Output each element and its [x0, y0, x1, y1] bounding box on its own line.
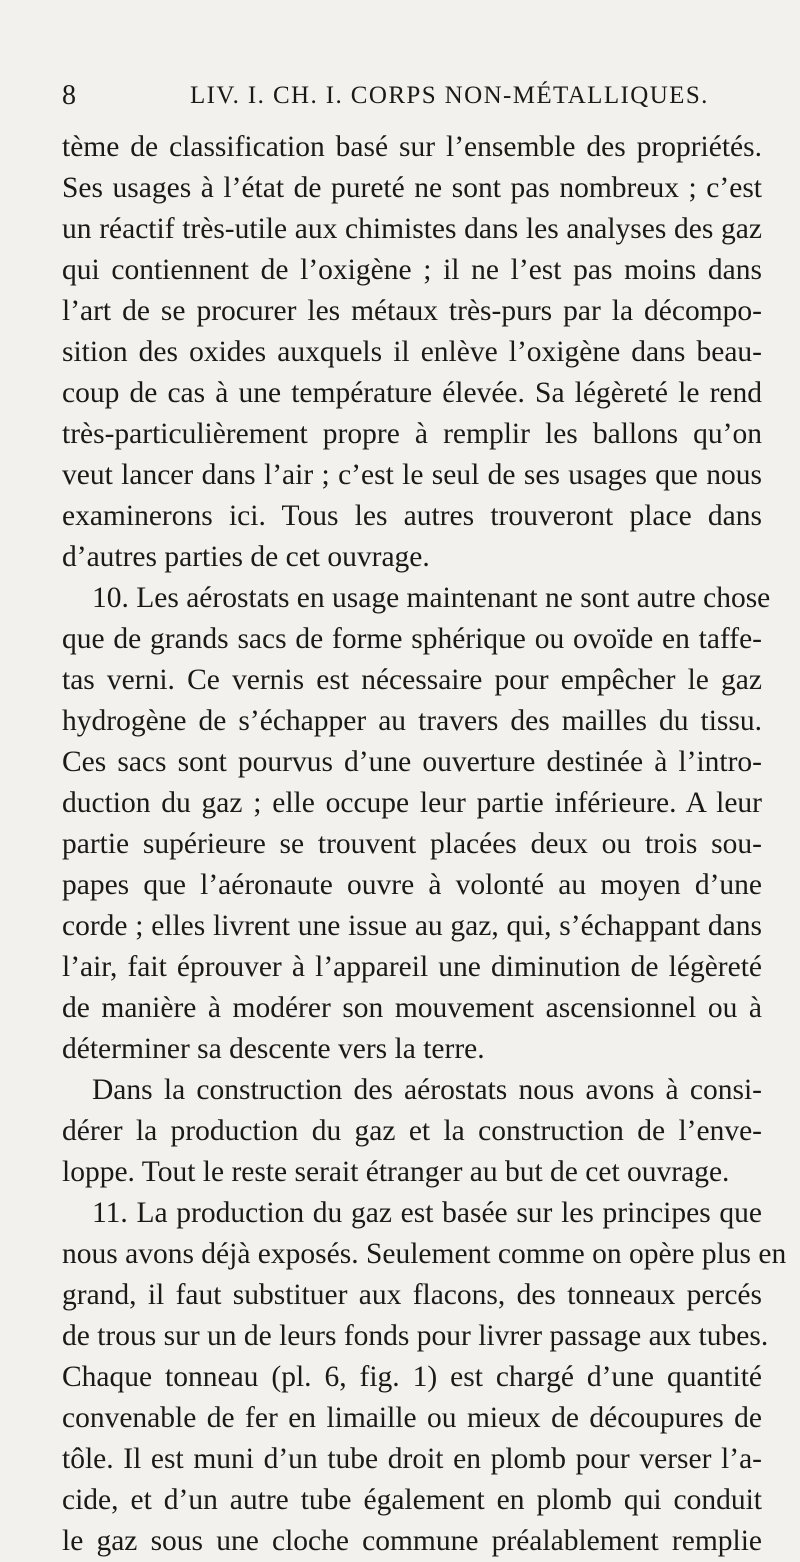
paragraph-first-line: 11. La production du gaz est basée sur les principes que — [92, 1197, 762, 1229]
text-line: veut lancer dans l’air ; c’est le seul de ses usages que nous — [62, 459, 762, 491]
text-line: l’art de se procurer les métaux très-purs par la décompo- — [62, 295, 762, 327]
paragraph-last-line: loppe. Tout le reste serait étranger au but de cet ouvrage. — [62, 1156, 730, 1188]
text-line: tas verni. Ce vernis est nécessaire pour empêcher le gaz — [62, 664, 762, 696]
text-line: papes que l’aéronaute ouvre à volonté au moyen d’une — [62, 869, 762, 901]
text-line: que de grands sacs de forme sphérique ou ovoïde en taffe- — [62, 623, 762, 655]
text-line: l’air, fait éprouver à l’appareil une diminution de légèreté — [62, 951, 762, 983]
text-line: cide, et d’un autre tube également en plomb qui conduit — [62, 1484, 762, 1516]
text-line: Ces sacs sont pourvus d’une ouverture destinée à l’intro- — [62, 746, 762, 778]
text-line: grand, il faut substituer aux flacons, des tonneaux percés — [62, 1279, 762, 1311]
text-line: le gaz sous une cloche commune préalablement remplie — [62, 1525, 762, 1557]
text-line: très-particulièrement propre à remplir les ballons qu’on — [62, 418, 762, 450]
text-line: tème de classification basé sur l’ensemble des propriétés. — [62, 131, 762, 163]
running-head: LIV. I. CH. I. CORPS NON-MÉTALLIQUES. — [190, 82, 709, 109]
text-line: coup de cas à une température élevée. Sa légèreté le rend — [62, 377, 762, 409]
text-line: qui contiennent de l’oxigène ; il ne l’est pas moins dans — [62, 254, 762, 286]
page-header — [62, 80, 752, 124]
text-line: dérer la production du gaz et la construction de l’enve- — [62, 1115, 762, 1147]
paragraph-last-line: d’autres parties de cet ouvrage. — [62, 541, 430, 573]
text-line: convenable de fer en limaille ou mieux de découpures de — [62, 1402, 762, 1434]
text-line: nous avons déjà exposés. Seulement comme on opère plus en — [62, 1238, 787, 1270]
page-number: 8 — [62, 80, 77, 111]
text-line: Ses usages à l’état de pureté ne sont pas nombreux ; c’est — [62, 172, 762, 204]
text-line: examinerons ici. Tous les autres trouveront place dans — [62, 500, 762, 532]
text-line: duction du gaz ; elle occupe leur partie inférieure. A leur — [62, 787, 762, 819]
text-line: tôle. Il est muni d’un tube droit en plomb pour verser l’a- — [62, 1443, 762, 1475]
text-line: un réactif très-utile aux chimistes dans les analyses des gaz — [62, 213, 762, 245]
text-line: partie supérieure se trouvent placées deux ou trois sou- — [62, 828, 762, 860]
text-line: corde ; elles livrent une issue au gaz, qui, s’échappant dans — [62, 910, 762, 942]
text-line: hydrogène de s’échapper au travers des mailles du tissu. — [62, 705, 762, 737]
text-line: de trous sur un de leurs fonds pour livrer passage aux tubes. — [62, 1320, 769, 1352]
paragraph-last-line: déterminer sa descente vers la terre. — [62, 1033, 485, 1065]
paragraph-first-line: Dans la construction des aérostats nous avons à consi- — [92, 1074, 762, 1106]
text-line: Chaque tonneau (pl. 6, fig. 1) est chargé d’une quantité — [62, 1361, 762, 1393]
text-line: sition des oxides auxquels il enlève l’oxigène dans beau- — [62, 336, 762, 368]
text-line: de manière à modérer son mouvement ascensionnel ou à — [62, 992, 762, 1024]
paragraph-first-line: 10. Les aérostats en usage maintenant ne sont autre chose — [92, 582, 771, 614]
body-text — [62, 127, 787, 1562]
